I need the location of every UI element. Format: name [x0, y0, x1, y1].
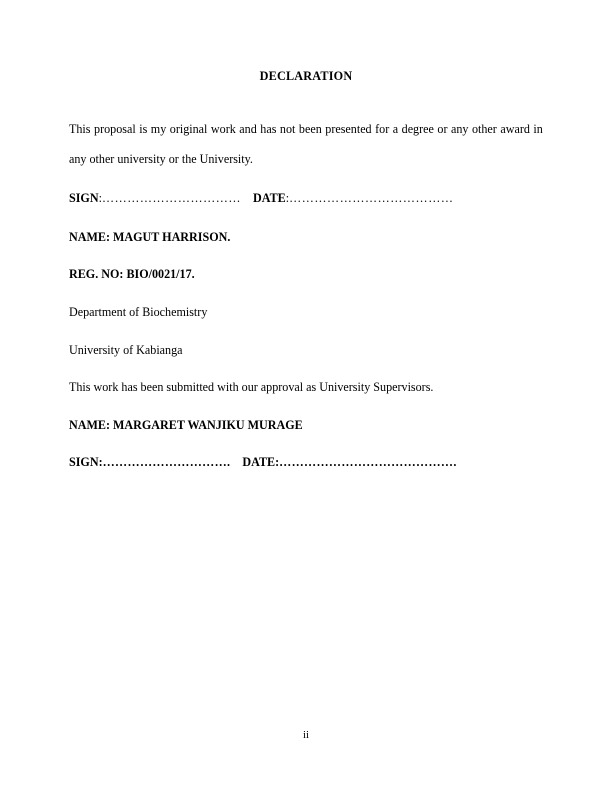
declaration-statement: [69, 123, 543, 135]
statement-word: has: [260, 122, 277, 136]
statement-word: work: [210, 122, 236, 136]
student-name: NAME: MAGUT HARRISON.: [69, 230, 231, 244]
supervisor-signature-row: [69, 456, 543, 469]
date-label: DATE: [253, 191, 286, 205]
statement-word: degree: [401, 122, 434, 136]
page-number: ii: [302, 729, 310, 741]
statement-word: original: [169, 122, 208, 136]
statement-word: any: [450, 122, 469, 136]
student-signature-row: [69, 192, 543, 205]
statement-word: been: [298, 122, 322, 136]
supervisor-approval-statement: This work has been submitted with our approval as University Supervisors.: [69, 380, 434, 394]
date-colon: :: [285, 191, 290, 205]
statement-word: This: [69, 122, 91, 136]
statement-word: proposal: [94, 122, 136, 136]
statement-word: and: [239, 122, 257, 136]
supervisor-name: NAME: MARGARET WANJIKU MURAGE: [69, 418, 303, 432]
statement-word: not: [279, 122, 296, 136]
date-dotted-line[interactable]: …………………………………: [289, 191, 454, 205]
statement-word: presented: [325, 122, 372, 136]
statement-word: my: [150, 122, 167, 136]
supervisor-sign-dotted-line[interactable]: ………………………….: [102, 455, 231, 469]
student-department: Department of Biochemistry: [69, 305, 208, 319]
statement-word: award: [500, 122, 530, 136]
statement-word: or: [437, 122, 448, 136]
supervisor-date-dotted-line[interactable]: …………………………………….: [279, 455, 457, 469]
supervisor-sign-label: SIGN:: [69, 455, 103, 469]
statement-word: in: [533, 122, 543, 136]
sign-dotted-line[interactable]: ……………………………: [101, 191, 242, 205]
statement-word: is: [139, 122, 148, 136]
sign-label: SIGN: [69, 191, 99, 205]
statement-word: other: [471, 122, 497, 136]
student-university: University of Kabianga: [69, 343, 183, 357]
statement-line-1: [69, 123, 543, 135]
statement-word: a: [392, 122, 399, 136]
sign-colon: :: [98, 191, 102, 205]
page-title: DECLARATION: [259, 69, 353, 83]
statement-word: for: [375, 122, 390, 136]
student-registration-number: REG. NO: BIO/0021/17.: [69, 267, 195, 281]
supervisor-date-label: DATE:: [242, 455, 280, 469]
statement-line-2: any other university or the University.: [69, 152, 253, 166]
